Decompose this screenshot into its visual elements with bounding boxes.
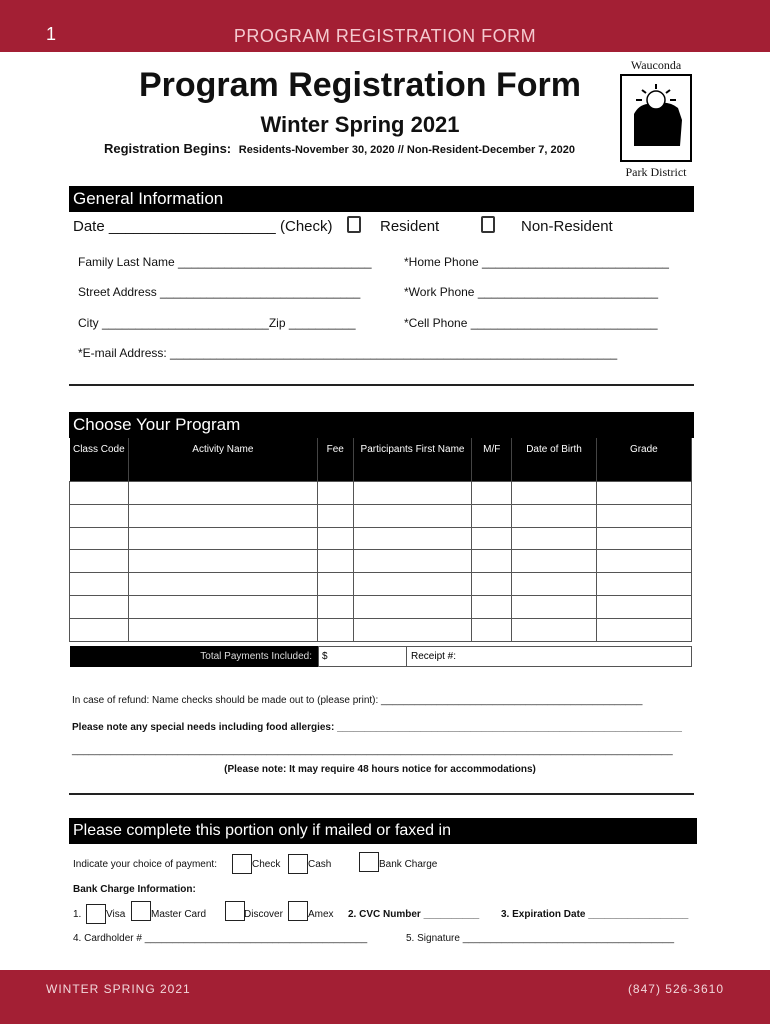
header-bar [0,0,770,52]
table-cell[interactable] [129,527,317,550]
visa-checkbox[interactable] [86,904,106,924]
special-needs-field[interactable]: Please note any special needs including food allergies: ______________________________________________________________ [72,722,682,733]
special-needs-line[interactable]: ____________________________________________________________________________________________________________ [72,745,673,756]
table-cell[interactable] [353,618,471,641]
registration-label: Registration Begins: [104,141,232,156]
table-cell[interactable] [512,527,596,550]
table-cell[interactable] [129,504,317,527]
date-field[interactable]: Date ____________________ [73,218,276,235]
table-row [70,618,692,641]
header-title: PROGRAM REGISTRATION FORM [233,26,537,46]
discover-label: Discover [244,909,283,920]
accommodation-notice: (Please note: It may require 48 hours notice for accommodations) [224,764,536,775]
table-cell[interactable] [129,618,317,641]
item-one: 1. [73,909,82,920]
logo-bottom-text: Park District [625,165,687,179]
cell-phone-field[interactable]: *Cell Phone ____________________________ [404,316,658,330]
resident-checkbox[interactable] [347,216,361,233]
amex-label: Amex [308,909,334,920]
amex-checkbox[interactable] [288,901,308,921]
table-cell[interactable] [596,504,691,527]
table-cell[interactable] [129,550,317,573]
home-phone-field[interactable]: *Home Phone ____________________________ [404,255,669,269]
table-row [70,595,692,618]
table-cell[interactable] [353,504,471,527]
table-row [70,550,692,573]
table-cell[interactable] [512,618,596,641]
program-table [69,438,692,642]
table-row [70,527,692,550]
table-cell[interactable] [472,550,512,573]
total-label-cell [70,646,318,667]
table-cell[interactable] [596,573,691,596]
table-cell[interactable] [512,550,596,573]
table-cell[interactable] [70,573,129,596]
bank-charge-checkbox[interactable] [359,852,379,872]
program-header: Choose Your Program [69,412,694,438]
check-payment-checkbox[interactable] [232,854,252,874]
divider [69,793,694,795]
table-cell[interactable] [317,504,353,527]
table-cell[interactable] [353,482,471,505]
discover-checkbox[interactable] [225,901,245,921]
visa-label: Visa [106,909,126,920]
nonresident-label: Non-Resident [521,218,613,235]
col-fee: Fee [317,438,353,482]
check-label: (Check) [280,218,333,235]
table-cell[interactable] [129,573,317,596]
street-address-field[interactable]: Street Address ______________________________ [78,285,361,299]
footer-phone: (847) 526-3610 [627,982,724,996]
col-activity-name: Activity Name [129,438,317,482]
table-cell[interactable] [70,618,129,641]
table-row [70,504,692,527]
cash-payment-label: Cash [308,859,332,870]
table-cell[interactable] [70,550,129,573]
check-payment-label: Check [252,859,281,870]
work-phone-field[interactable]: *Work Phone ___________________________ [404,285,659,299]
table-row [70,573,692,596]
logo-top-text: Wauconda [630,58,682,72]
page-number: 1 [46,24,57,44]
table-cell[interactable] [317,595,353,618]
resident-label: Resident [380,218,440,235]
table-cell[interactable] [317,618,353,641]
table-cell[interactable] [353,573,471,596]
table-cell[interactable] [353,595,471,618]
table-cell[interactable] [129,595,317,618]
col-class-code: Class Code [70,438,129,482]
bank-charge-info-label: Bank Charge Information: [73,884,196,895]
payment-total-row [70,646,692,667]
footer-bar [0,970,770,1024]
table-cell[interactable] [353,550,471,573]
table-cell[interactable] [596,550,691,573]
footer-season: WINTER SPRING 2021 [46,982,191,996]
email-field[interactable]: *E-mail Address: ___________________________________________________________________ [78,346,618,360]
table-cell[interactable] [472,618,512,641]
registration-date-values: Residents-November 30, 2020 // Non-Resident-December 7, 2020 [238,144,575,156]
col-participant-name: Participants First Name [353,438,471,482]
program-table-header-row [70,438,692,482]
table-cell[interactable] [472,482,512,505]
bank-charge-label: Bank Charge [379,859,438,870]
table-cell[interactable] [596,482,691,505]
table-cell[interactable] [129,482,317,505]
table-cell[interactable] [512,504,596,527]
form-title: Program Registration Form [138,66,582,104]
total-amount-field[interactable] [318,646,408,667]
mastercard-label: Master Card [151,909,207,920]
mastercard-checkbox[interactable] [131,901,151,921]
general-info-header: General Information [69,186,694,212]
table-cell[interactable] [317,550,353,573]
park-district-logo-icon [620,74,692,162]
form-subtitle: Winter Spring 2021 [260,112,460,137]
table-cell[interactable] [472,527,512,550]
table-cell[interactable] [70,595,129,618]
table-cell[interactable] [70,527,129,550]
refund-field[interactable]: In case of refund: Name checks should be made out to (please print): _______________________________________________ [72,695,643,706]
table-cell[interactable] [353,527,471,550]
total-label: Total Payments Included: [200,651,312,662]
table-cell[interactable] [512,482,596,505]
col-dob: Date of Birth [512,438,596,482]
city-zip-field[interactable]: City _________________________Zip __________ [78,316,356,330]
dollar-sign: $ [322,651,328,662]
payment-choice-label: Indicate your choice of payment: [73,859,217,870]
table-cell[interactable] [317,527,353,550]
table-cell[interactable] [472,595,512,618]
cardholder-field[interactable]: 4. Cardholder # ________________________________________ [73,933,368,944]
table-cell[interactable] [512,573,596,596]
table-cell[interactable] [472,573,512,596]
expiration-field[interactable]: 3. Expiration Date __________________ [501,909,689,920]
table-cell[interactable] [70,504,129,527]
cvc-field[interactable]: 2. CVC Number __________ [348,909,480,920]
col-mf: M/F [472,438,512,482]
receipt-field[interactable] [406,646,692,667]
table-cell[interactable] [596,527,691,550]
registration-dates [104,141,575,156]
nonresident-checkbox[interactable] [481,216,495,233]
table-cell[interactable] [70,482,129,505]
table-cell[interactable] [512,595,596,618]
table-cell[interactable] [596,595,691,618]
table-row [70,482,692,505]
family-last-name-field[interactable]: Family Last Name _____________________________ [78,255,372,269]
table-cell[interactable] [596,618,691,641]
table-cell[interactable] [317,573,353,596]
signature-field[interactable]: 5. Signature ______________________________________ [406,933,675,944]
col-grade: Grade [596,438,691,482]
table-cell[interactable] [472,504,512,527]
receipt-label: Receipt #: [411,651,457,662]
divider [69,384,694,386]
table-cell[interactable] [317,482,353,505]
cash-payment-checkbox[interactable] [288,854,308,874]
mail-section-header: Please complete this portion only if mailed or faxed in [69,818,697,844]
